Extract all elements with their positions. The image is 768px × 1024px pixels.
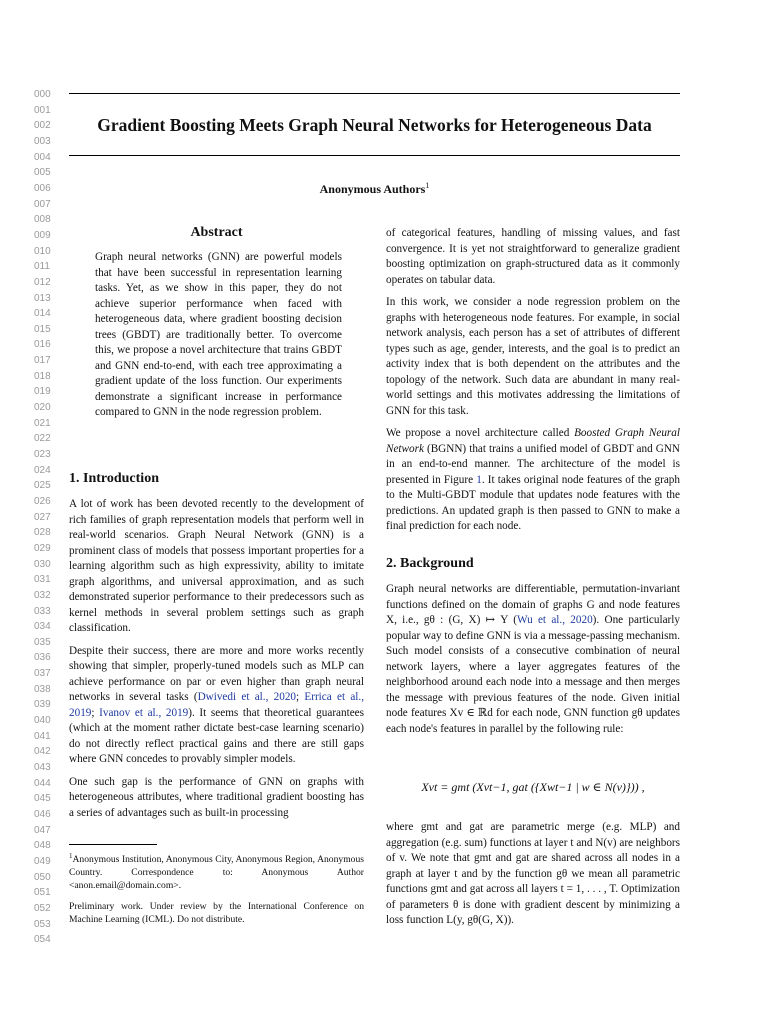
line-number: 036 bbox=[34, 652, 51, 664]
line-number: 039 bbox=[34, 699, 51, 711]
bgnn-intro: We propose a novel architecture called bbox=[386, 427, 575, 439]
line-number: 008 bbox=[34, 214, 51, 226]
intro-paragraph-1: A lot of work has been devoted recently to the development of rich families of graph representation models that perform well in real-world scenarios. Graph Neural Network (GNN) is a prominent class of models that possess important properties for a learning algorithm such as high expressivity, ability to imitate graph algorithms, and universal approximation, and as such demonstrated superior performance to their predecessors such as kernel methods in several problem settings such as graph classification. bbox=[69, 498, 364, 634]
background-p1-start: Graph neural networks are differentiable, permutation-invariant functions defined on the domain of graphs G and node features X, i.e., gθ : (G, X) ↦ Y ( bbox=[386, 583, 680, 626]
title-top-rule bbox=[69, 93, 680, 94]
line-number: 017 bbox=[34, 355, 51, 367]
footnote-rule bbox=[69, 844, 157, 845]
line-number: 014 bbox=[34, 308, 51, 320]
line-number: 049 bbox=[34, 855, 51, 867]
footnote-mark: 1 bbox=[69, 852, 73, 860]
line-number: 046 bbox=[34, 808, 51, 820]
line-number: 043 bbox=[34, 762, 51, 773]
line-number: 013 bbox=[34, 292, 51, 304]
line-number: 025 bbox=[34, 480, 51, 492]
right-column-body bbox=[386, 226, 680, 542]
line-number: 048 bbox=[34, 840, 51, 852]
intro-paragraph-3: One such gap is the performance of GNN on graphs with heterogeneous attributes, where traditional gradient boosting has a series of advantages such as built-in processing bbox=[69, 775, 364, 819]
line-number: 022 bbox=[34, 433, 51, 445]
citation-dwivedi[interactable]: Dwivedi et al., 2020 bbox=[197, 691, 297, 703]
line-number: 052 bbox=[34, 902, 51, 914]
line-number: 006 bbox=[34, 182, 51, 194]
line-number: 016 bbox=[34, 339, 51, 351]
line-number: 005 bbox=[34, 167, 51, 179]
line-number: 038 bbox=[34, 683, 51, 695]
line-number: 032 bbox=[34, 589, 51, 601]
footnote-affiliation bbox=[69, 850, 364, 892]
bgnn-text: (BGNN) that trains a unified model of GBDT and GNN in an end-to-end manner. The architecture of the model is presented in Figure bbox=[386, 442, 680, 486]
line-number: 015 bbox=[34, 323, 51, 335]
author-line bbox=[69, 181, 680, 197]
line-number: 045 bbox=[34, 793, 51, 805]
line-number: 021 bbox=[34, 417, 51, 429]
line-number: 024 bbox=[34, 464, 51, 476]
line-number: 010 bbox=[34, 245, 51, 257]
line-number: 002 bbox=[34, 120, 51, 132]
line-number: 041 bbox=[34, 730, 51, 742]
cite-separator: ; bbox=[296, 691, 305, 703]
intro-p2-end: ). It seems that theoretical guarantees (which at the moment rather dictate best-case learning scenario) do not directly reflect practical gains and there are still gaps where GNN concedes to provably simpler models. bbox=[69, 706, 365, 765]
line-number: 018 bbox=[34, 370, 51, 382]
line-number: 047 bbox=[34, 824, 51, 836]
footnote-preliminary: Preliminary work. Under review by the International Conference on Machine Learning (ICML). Do not distribute. bbox=[69, 901, 364, 925]
line-number: 028 bbox=[34, 527, 51, 539]
background-body-2 bbox=[386, 820, 680, 936]
intro-paragraph-2 bbox=[69, 644, 364, 768]
line-number: 012 bbox=[34, 276, 51, 288]
bgnn-text-end: . It takes original node features of the graph to the Multi-GBDT module that updates node features with the predictions. An updated graph is then passed to GNN to make a final prediction for each node. bbox=[386, 473, 680, 532]
figure-reference-link[interactable]: 1 bbox=[476, 473, 482, 486]
line-number: 042 bbox=[34, 746, 51, 758]
cite-separator: ; bbox=[91, 706, 100, 719]
line-number: 027 bbox=[34, 511, 51, 523]
line-number: 051 bbox=[34, 887, 51, 899]
background-p1-end: ). One particularly popular way to define GNN is via a message-passing mechanism. Such model consists of a consecutive combination of neural network layers, where a layer aggregates features of the neighborhood around each node into a message and then merges the message with previous features of the node. Given initial node features Xv ∈ ℝd for each node, GNN function gθ updates each node's features in parallel by the following rule: bbox=[386, 614, 680, 735]
line-number: 030 bbox=[34, 558, 51, 570]
line-number: 033 bbox=[34, 605, 51, 617]
line-number: 035 bbox=[34, 636, 51, 648]
line-number: 029 bbox=[34, 542, 51, 554]
citation-errica[interactable]: Errica et al., 2019 bbox=[69, 691, 364, 719]
line-number: 019 bbox=[34, 386, 51, 398]
author-footnote-mark: 1 bbox=[425, 181, 430, 190]
line-number: 037 bbox=[34, 668, 51, 680]
bgnn-name: Boosted Graph Neural Network bbox=[386, 427, 680, 455]
intro-p2-start: Despite their success, there are more and more works recently showing that simpler, properly-tuned models such as MLP can achieve performance on par or even higher than graph neural networks in several tasks ( bbox=[69, 644, 364, 703]
right-paragraph-1: of categorical features, handling of missing values, and fast convergence. It is yet not straightforward to generalize gradient boosting optimization on graph-structured data as it commonly operates on tabular data. bbox=[386, 227, 680, 286]
title-bottom-rule bbox=[69, 155, 680, 156]
abstract-heading: Abstract bbox=[190, 225, 243, 240]
line-number: 023 bbox=[34, 448, 51, 460]
citation-ivanov[interactable]: Ivanov et al., 2019 bbox=[99, 706, 189, 719]
line-number: 007 bbox=[34, 198, 51, 210]
line-number: 026 bbox=[34, 495, 51, 507]
line-number: 054 bbox=[34, 934, 51, 946]
abstract-text: Graph neural networks (GNN) are powerful models that have been successful in representation learning tasks. Yet, as we show in this paper, they do not achieve superior performance when faced with heterogeneous data, where gradient boosting decision trees (GBDT) are traditionally better. To overcome this, we propose a novel architecture that trains GBDT and GNN end-to-end, with each tree approximating a gradient update of the loss function. Our experiments demonstrate a significant increase in performance compared to GNN in the node regression problem. bbox=[95, 251, 342, 418]
message-passing-equation: Xvt = gmt (Xvt−1, gat ({Xwt−1 | w ∈ N(v)})) , bbox=[421, 780, 645, 794]
line-number: 044 bbox=[34, 777, 51, 789]
line-number: 050 bbox=[34, 871, 51, 883]
line-number: 000 bbox=[34, 89, 51, 100]
right-paragraph-2: In this work, we consider a node regression problem on the graphs with heterogeneous node features. For example, in social network analysis, each person has a set of attributes of different types such as age, gender, interests, and the goal is to predict an activity index that is both dependent on the attributes and the topology of the network. Such data are abundant in many real-world settings and this motivates addressing the limitations of GNN for this task. bbox=[386, 296, 680, 417]
authors-text: Anonymous Authors bbox=[319, 182, 426, 196]
line-number: 001 bbox=[34, 104, 51, 116]
line-number: 003 bbox=[34, 136, 51, 147]
citation-wu[interactable]: Wu et al., 2020 bbox=[516, 614, 593, 626]
right-paragraph-3 bbox=[386, 426, 680, 535]
line-number: 020 bbox=[34, 402, 51, 413]
background-paragraph-1 bbox=[386, 582, 680, 737]
background-heading: 2. Background bbox=[386, 556, 474, 571]
paper-title: Gradient Boosting Meets Graph Neural Networks for Heterogeneous Data bbox=[97, 115, 652, 135]
line-number: 034 bbox=[34, 621, 51, 633]
intro-body bbox=[69, 497, 364, 828]
line-number: 004 bbox=[34, 151, 51, 163]
line-number: 009 bbox=[34, 229, 51, 241]
footnote-affiliation-text: Anonymous Institution, Anonymous City, Anonymous Region, Anonymous Country. Correspondence to: Anonymous Author <anon.email@domain.com>. bbox=[69, 854, 364, 892]
background-paragraph-2: where gmt and gat are parametric merge (e.g. MLP) and aggregation (e.g. sum) functions at layer t and N(v) are neighbors of v. We note that gmt and gat are shared across all nodes in a graph at layer t and by the function gθ we mean all parametric functions gmt and gat across all layers t = 1, . . . , T. Optimization of parameters θ is done with gradient descent by minimizing a loss function L(y, gθ(G, X)). bbox=[386, 821, 680, 926]
line-number: 011 bbox=[34, 261, 50, 273]
line-number: 040 bbox=[34, 715, 51, 726]
intro-heading: 1. Introduction bbox=[69, 471, 159, 486]
line-number: 031 bbox=[34, 574, 51, 586]
line-number: 053 bbox=[34, 918, 51, 930]
background-body bbox=[386, 582, 680, 744]
